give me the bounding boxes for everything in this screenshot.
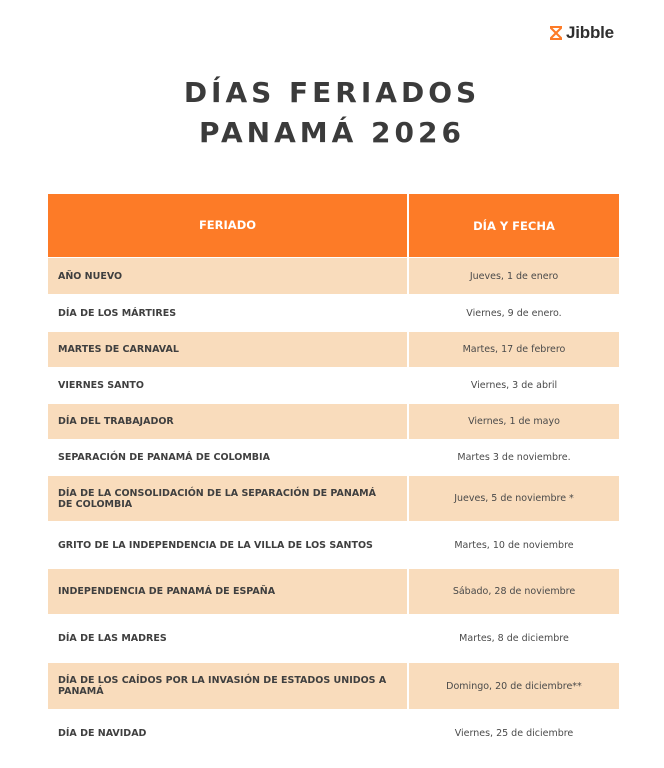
- table-row: [48, 615, 619, 662]
- table-row: [48, 476, 619, 521]
- holiday-name: DÍA DE LAS MADRES: [48, 615, 407, 662]
- holiday-date: Domingo, 20 de diciembre**: [409, 663, 619, 709]
- holiday-date: Jueves, 1 de enero: [409, 258, 619, 294]
- title-line-1: DÍAS FERIADOS: [183, 76, 481, 109]
- holiday-name: DÍA DE LA CONSOLIDACIÓN DE LA SEPARACIÓN DE PANAMÁ DE COLOMBIA: [48, 476, 407, 521]
- holiday-name: VIERNES SANTO: [48, 368, 407, 403]
- holiday-name: DÍA DE LOS CAÍDOS POR LA INVASIÓN DE ESTADOS UNIDOS A PANAMÁ: [48, 663, 407, 709]
- header-holiday: FERIADO: [48, 194, 407, 257]
- holiday-name: GRITO DE LA INDEPENDENCIA DE LA VILLA DE LOS SANTOS: [48, 522, 407, 568]
- holiday-date: Martes 3 de noviembre.: [409, 440, 619, 475]
- holiday-name: MARTES DE CARNAVAL: [48, 332, 407, 367]
- holiday-date: Martes, 17 de febrero: [409, 332, 619, 367]
- holiday-name: SEPARACIÓN DE PANAMÁ DE COLOMBIA: [48, 440, 407, 475]
- holiday-date: Viernes, 3 de abril: [409, 368, 619, 403]
- holiday-date: Viernes, 1 de mayo: [409, 404, 619, 439]
- holidays-table: [48, 194, 619, 757]
- jibble-logo: [549, 22, 614, 44]
- table-row: [48, 332, 619, 367]
- holiday-date: Martes, 8 de diciembre: [409, 615, 619, 662]
- holiday-date: Viernes, 9 de enero.: [409, 295, 619, 331]
- page-title: [0, 73, 664, 153]
- holiday-name: DÍA DE LOS MÁRTIRES: [48, 295, 407, 331]
- holiday-name: AÑO NUEVO: [48, 258, 407, 294]
- title-line-2: PANAMÁ 2026: [199, 116, 465, 149]
- holiday-date: Jueves, 5 de noviembre *: [409, 476, 619, 521]
- table-row: [48, 258, 619, 294]
- header-date: DÍA Y FECHA: [409, 194, 619, 257]
- table-row: [48, 440, 619, 475]
- table-row: [48, 522, 619, 568]
- holiday-name: DÍA DE NAVIDAD: [48, 710, 407, 757]
- table-header-row: [48, 194, 619, 257]
- table-row: [48, 368, 619, 403]
- hourglass-icon: [549, 25, 563, 41]
- holiday-date: Martes, 10 de noviembre: [409, 522, 619, 568]
- holiday-name: DÍA DEL TRABAJADOR: [48, 404, 407, 439]
- table-row: [48, 710, 619, 757]
- table-row: [48, 295, 619, 331]
- holiday-name: INDEPENDENCIA DE PANAMÁ DE ESPAÑA: [48, 569, 407, 614]
- holiday-date: Sábado, 28 de noviembre: [409, 569, 619, 614]
- logo-text: Jibble: [566, 23, 614, 42]
- table-row: [48, 569, 619, 614]
- table-row: [48, 404, 619, 439]
- holiday-date: Viernes, 25 de diciembre: [409, 710, 619, 757]
- table-row: [48, 663, 619, 709]
